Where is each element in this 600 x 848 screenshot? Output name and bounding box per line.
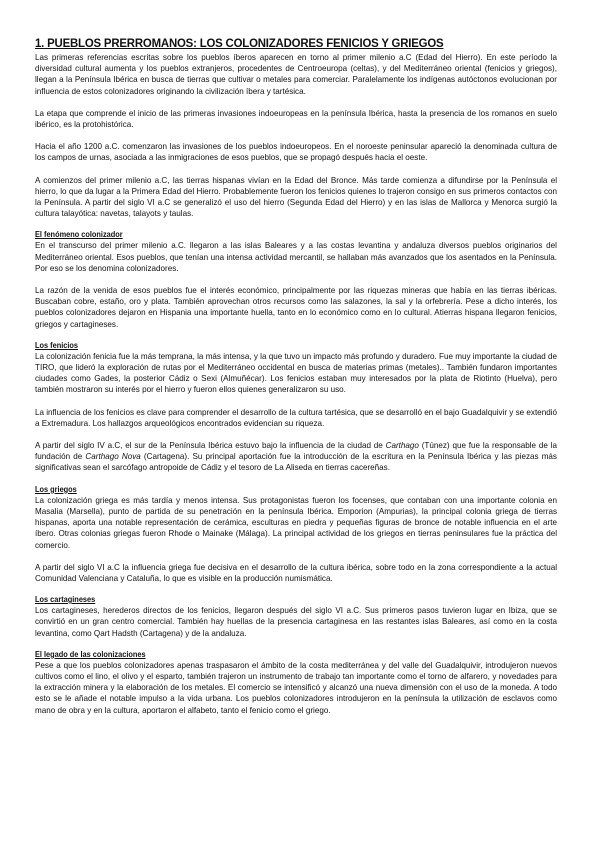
fenicios-paragraph-3 — [35, 440, 557, 474]
intro-paragraph-3: Hacia el año 1200 a.C. comenzaron las invasiones de los pueblos indoeuropeos. En el noroeste peninsular apareció la denominada cultura de los campos de urnas, asociada a las inmigraciones de esos pueblos, que se propagó después hacia el oeste. — [35, 142, 557, 163]
fenicios-p3-part-c: (Cartagena). Su principal aportación fue la introducción de la escritura en la Península Ibérica y las piezas más significativas sean el sarcófago antropoide de Cádiz y el tesoro de La Aliseda en tierras cacereñas. — [35, 452, 557, 473]
fenomeno-paragraph-1: En el transcurso del primer milenio a.C. llegaron a las islas Baleares y a las costas levantina y andaluza diversos pueblos originarios del Mediterráneo oriental. Esos pueblos, que tenían una intensa actividad mercantil, se hallaban más avanzados que los asentados en la Península. Por eso se los denomina colonizadores. — [35, 241, 557, 273]
carthago-nova-term: Carthago Nova — [85, 452, 141, 462]
section-heading-fenicios: Los fenicios — [35, 340, 79, 350]
document-page — [35, 30, 557, 830]
griegos-paragraph-2: A partir del siglo VI a.C la influencia griega fue decisiva en el desarrollo de la cultura ibérica, sobre todo en la zona correspondiente a la actual Comunidad Valenciana y Cataluña, lo que es visible en la producción numismática. — [35, 562, 557, 583]
section-heading-legado: El legado de las colonizaciones — [35, 649, 146, 659]
griegos-paragraph-1: La colonización griega es más tardía y menos intensa. Sus protagonistas fueron los focenses, que contaban con una importante colonia en Masalia (Marsella), punto de partida de su penetración en la península Ibérica. Emporion (Ampurias), la principal colonia griega de tierras hispanas, aporta una notable representación de cerámica, esculturas en piedra y pequeñas figuras de bronce de notable influencia en el arte íbero. Otras colonias griegas fueron Rhode o Mainake (Málaga). La principal actividad de los griegos en tierras peninsulares fue la práctica del comercio. — [35, 495, 557, 550]
fenicios-paragraph-1: La colonización fenicia fue la más temprana, la más intensa, y la que tuvo un impacto más profundo y duradero. Fue muy importante la ciudad de TIRO, que lideró la exploración de rutas por el Mediterráneo occidental en busca de materias primas (metales).. También fundaron importantes ciudades como Gades, la posterior Cádiz o Sexi (Almuñécar). Los fenicios estaban muy interesados por la plata de Riotinto (Huelva), pero también mostraron su interés por el hierro y fueron ellos quienes generalizaron su uso. — [35, 351, 557, 395]
fenicios-p3-part-b: (Túnez) que fue la responsable de la fundación de — [35, 441, 557, 462]
section-heading-fenomeno: El fenómeno colonizador — [35, 230, 123, 240]
fenicios-p3-part-a: A partir del siglo IV a.C, el sur de la Península Ibérica estuvo bajo la influencia de la ciudad de — [35, 441, 386, 451]
section-heading-griegos: Los griegos — [35, 484, 77, 494]
section-heading-cartagineses: Los cartagineses — [35, 595, 96, 605]
intro-paragraph-1: Las primeras referencias escritas sobre los pueblos íberos aparecen en torno al primer milenio a.C (Edad del Hierro). En este período la diversidad cultural aumenta y los pueblos extranjeros, procedentes de Centroeuropa (celtas), y del Mediterráneo oriental (fenicios y griegos), llegan a la Península Ibérica en busca de tierras que cultivar o metales para comerciar. Paralelamente los indígenas autóctonos evolucionan por influencia de estos colonizadores originando la civilización íbera y tartésica. — [35, 53, 557, 96]
fenicios-paragraph-2: La influencia de los fenicios es clave para comprender el desarrollo de la cultura tartésica, que se desarrolló en el bajo Guadalquivir y se extendió a Extremadura. Los hallazgos arqueológicos encontrados evidencian su riqueza. — [35, 407, 557, 428]
carthago-term: Carthago — [385, 441, 419, 451]
fenomeno-paragraph-2: La razón de la venida de esos pueblos fue el interés económico, principalmente por las riquezas mineras que había en las tierras ibéricas. Buscaban cobre, estaño, oro y plata. También aprovechan otros recursos como las salazones, la sal y la orfebrería. Pese a dicho interés, los pueblos colonizadores dejaron en Hispania una importante huella, tanto en lo económico como en lo cultural. Atierras hispana llegaron fenicios, griegos y cartagineses. — [35, 286, 557, 329]
document-title: 1. PUEBLOS PRERROMANOS: LOS COLONIZADORES FENICIOS Y GRIEGOS — [35, 36, 444, 50]
intro-paragraph-4: A comienzos del primer milenio a.C, las tierras hispanas vivían en la Edad del Bronce. Más tarde comienza a difundirse por la Península el hierro, lo que da lugar a la Primera Edad del Hierro. Probablemente fueron los fenicios quienes lo trajeron consigo en sus primeros contactos con la Península. A partir del siglo VI a.C se generalizó el uso del hierro (Segunda Edad del Hierro) y en las islas de Mallorca y Menorca surgió la cultura talayótica: navetas, talayots y taulas. — [35, 175, 557, 219]
cartagineses-paragraph-1: Los cartagineses, herederos directos de los fenicios, llegaron después del siglo VI a.C. Sus primeros pasos tuvieron lugar en Ibiza, que se convirtió en un gran centro comercial. También hay huellas de la presencia cartaginesa en las restantes islas Baleares, así como en la costa levantina, como Qart Hadsth (Cartagena) y de la andaluza. — [35, 606, 557, 638]
intro-paragraph-2: La etapa que comprende el inicio de las primeras invasiones indoeuropeas en la península Ibérica, hasta la presencia de los romanos en suelo ibérico, es la protohistórica. — [35, 108, 557, 130]
legado-paragraph-1: Pese a que los pueblos colonizadores apenas traspasaron el ámbito de la costa mediterránea y del valle del Guadalquivir, introdujeron nuevos cultivos como el lino, el olivo y el esparto, también trajeron un instrumento de trabajo tan importante como el torno de alfarero, y novedades para la extracción minera y la elaboración de los metales. El comercio se intensificó y alcanzó una nueva dimensión con el uso de la moneda. A todo esto se le añade el notable impulso a la vida urbana. Los pueblos colonizadores introdujeron en la península la utilización de esclavos como mano de obra y en la cultura, aportaron el alfabeto, tanto el fenicio como el griego. — [35, 660, 557, 715]
